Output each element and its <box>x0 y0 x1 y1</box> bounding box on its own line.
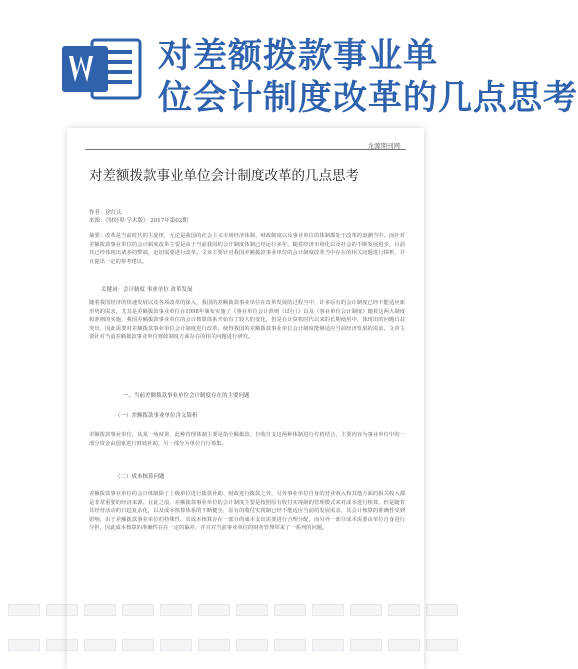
banner-title-line2: 位会计制度改革的几点思考 <box>158 78 578 118</box>
watermark-tile <box>388 604 420 616</box>
document-author: 作者：徐红庆 <box>89 210 123 216</box>
body-paragraph-1: 随着我国经济的快速发展以及各项改革的深入，我国的差额拨款事业单位在改革发展的过程当中，许多原有的会计制度已经不能适应新形势的需求，尤其是差额拨款事业单位在1998年颁布实施了《事业单位会计准则（试行）》以及《事业单位会计制度》随着这两大制度和准则的实施，我国差额拨款事业单位的会计核算体系开始有了较大的变化，但是在计算机时代以来的长期使用中，体现出的问题日益突出，因此需要对差额拨款事业单位会计制度进行改革，使得我国的差额拨款事业单位会计制度能够适应当前经济发展的需求。文章主要针对当前差额拨款事业单位财政制度方面存在的相关问题进行研究。 <box>89 300 405 341</box>
watermark-tile <box>312 639 344 651</box>
watermark-tile <box>46 639 78 651</box>
header-rule <box>85 149 406 150</box>
watermark-tile <box>274 639 306 651</box>
watermark-strip-1 <box>0 603 474 617</box>
watermark-tile <box>8 639 40 651</box>
abstract-paragraph: 摘要：改革是当前时代的主旋律，无论是我国的社会主义市场经济体制、财政制度以及事业单位的体制都处于改革的浪潮当中。而针对差额拨款事业单位的会计制度改革主要是由于当前我国的会计制度体制已经运行多年，随着经济市场化以及社会的不断发展进步，目前其已经体现出诸多的弊端，迫切需要进行改革。文章主要针对我国差额拨款事业单位的会计制度改革当中存在的相关问题进行探析，并且提出一定的参考建议。 <box>89 233 405 265</box>
watermark-tile <box>198 604 230 616</box>
watermark-tile <box>426 604 458 616</box>
document-page <box>67 128 424 669</box>
document-source: 来源：《财经界·学术版》 2017年第02期 <box>89 218 188 224</box>
banner-title-line1: 对差额拨款事业单 <box>158 36 438 76</box>
watermark-strip-2 <box>0 638 474 652</box>
watermark-tile <box>198 639 230 651</box>
watermark-tile <box>8 604 40 616</box>
banner <box>0 0 578 125</box>
keywords-line: 关键词：会计制度 事业单位 改革发展 <box>101 287 193 293</box>
watermark-tile <box>388 639 420 651</box>
subsection-heading-2: （二）成本核算问题 <box>115 474 165 480</box>
journal-name: 龙源期刊网 <box>367 142 400 150</box>
watermark-tile <box>160 639 192 651</box>
watermark-tile <box>350 639 382 651</box>
watermark-tile <box>236 639 268 651</box>
watermark-tile <box>426 639 458 651</box>
section-heading-1: 一、当前差额拨款事业单位会计制度存在的主要问题 <box>123 393 250 399</box>
watermark-tile <box>312 604 344 616</box>
watermark-tile <box>84 604 116 616</box>
watermark-tile <box>46 604 78 616</box>
watermark-tile <box>84 639 116 651</box>
watermark-tile <box>274 604 306 616</box>
watermark-tile <box>350 604 382 616</box>
watermark-tile <box>236 604 268 616</box>
body-paragraph-2: 差额拨款事业单位，从某一角度讲，此种管理体制主要是指全额拨款、自收自支这两种体制进行有机结合，主要内容为事业单位中的一部分资金由国家进行财政补助，另一部分为单位自行筹集。 <box>89 432 405 447</box>
subsection-heading-1: （一）差额拨款事业单位含义简析 <box>115 413 198 419</box>
word-document-icon <box>62 36 142 102</box>
watermark-tile <box>122 604 154 616</box>
watermark-tile <box>122 639 154 651</box>
body-paragraph-3: 差额拨款事业单位的会计体制除了上级单位进行拨款补助、财政进行拨款之外，另外事业单位自身的营业收入和其他方面的相关收入都是非常重要的经济来源。在此之前，差额拨款事业单位的会计制度主要是按照原有收付实现制的管理模式来对成本进行核算，但是随着其经营活动的日趋复杂化，以及成本核算体系的不断健全，原有的收付实现制已经不能适应当前的发展需求，其会计核算的准确性受到影响，由于差额拨款事业单位的特殊性，其成本核算存在一部分的成本支出需要进行合理分配，而另外一部分成本需要由单位自身进行分担，因此成本核算的准确性存在一定的偏差，并且对当前事业单位的财务管理带来了一系列的问题。 <box>89 491 405 532</box>
watermark-tile <box>160 604 192 616</box>
document-title: 对差额拨款事业单位会计制度改革的几点思考 <box>89 168 359 184</box>
